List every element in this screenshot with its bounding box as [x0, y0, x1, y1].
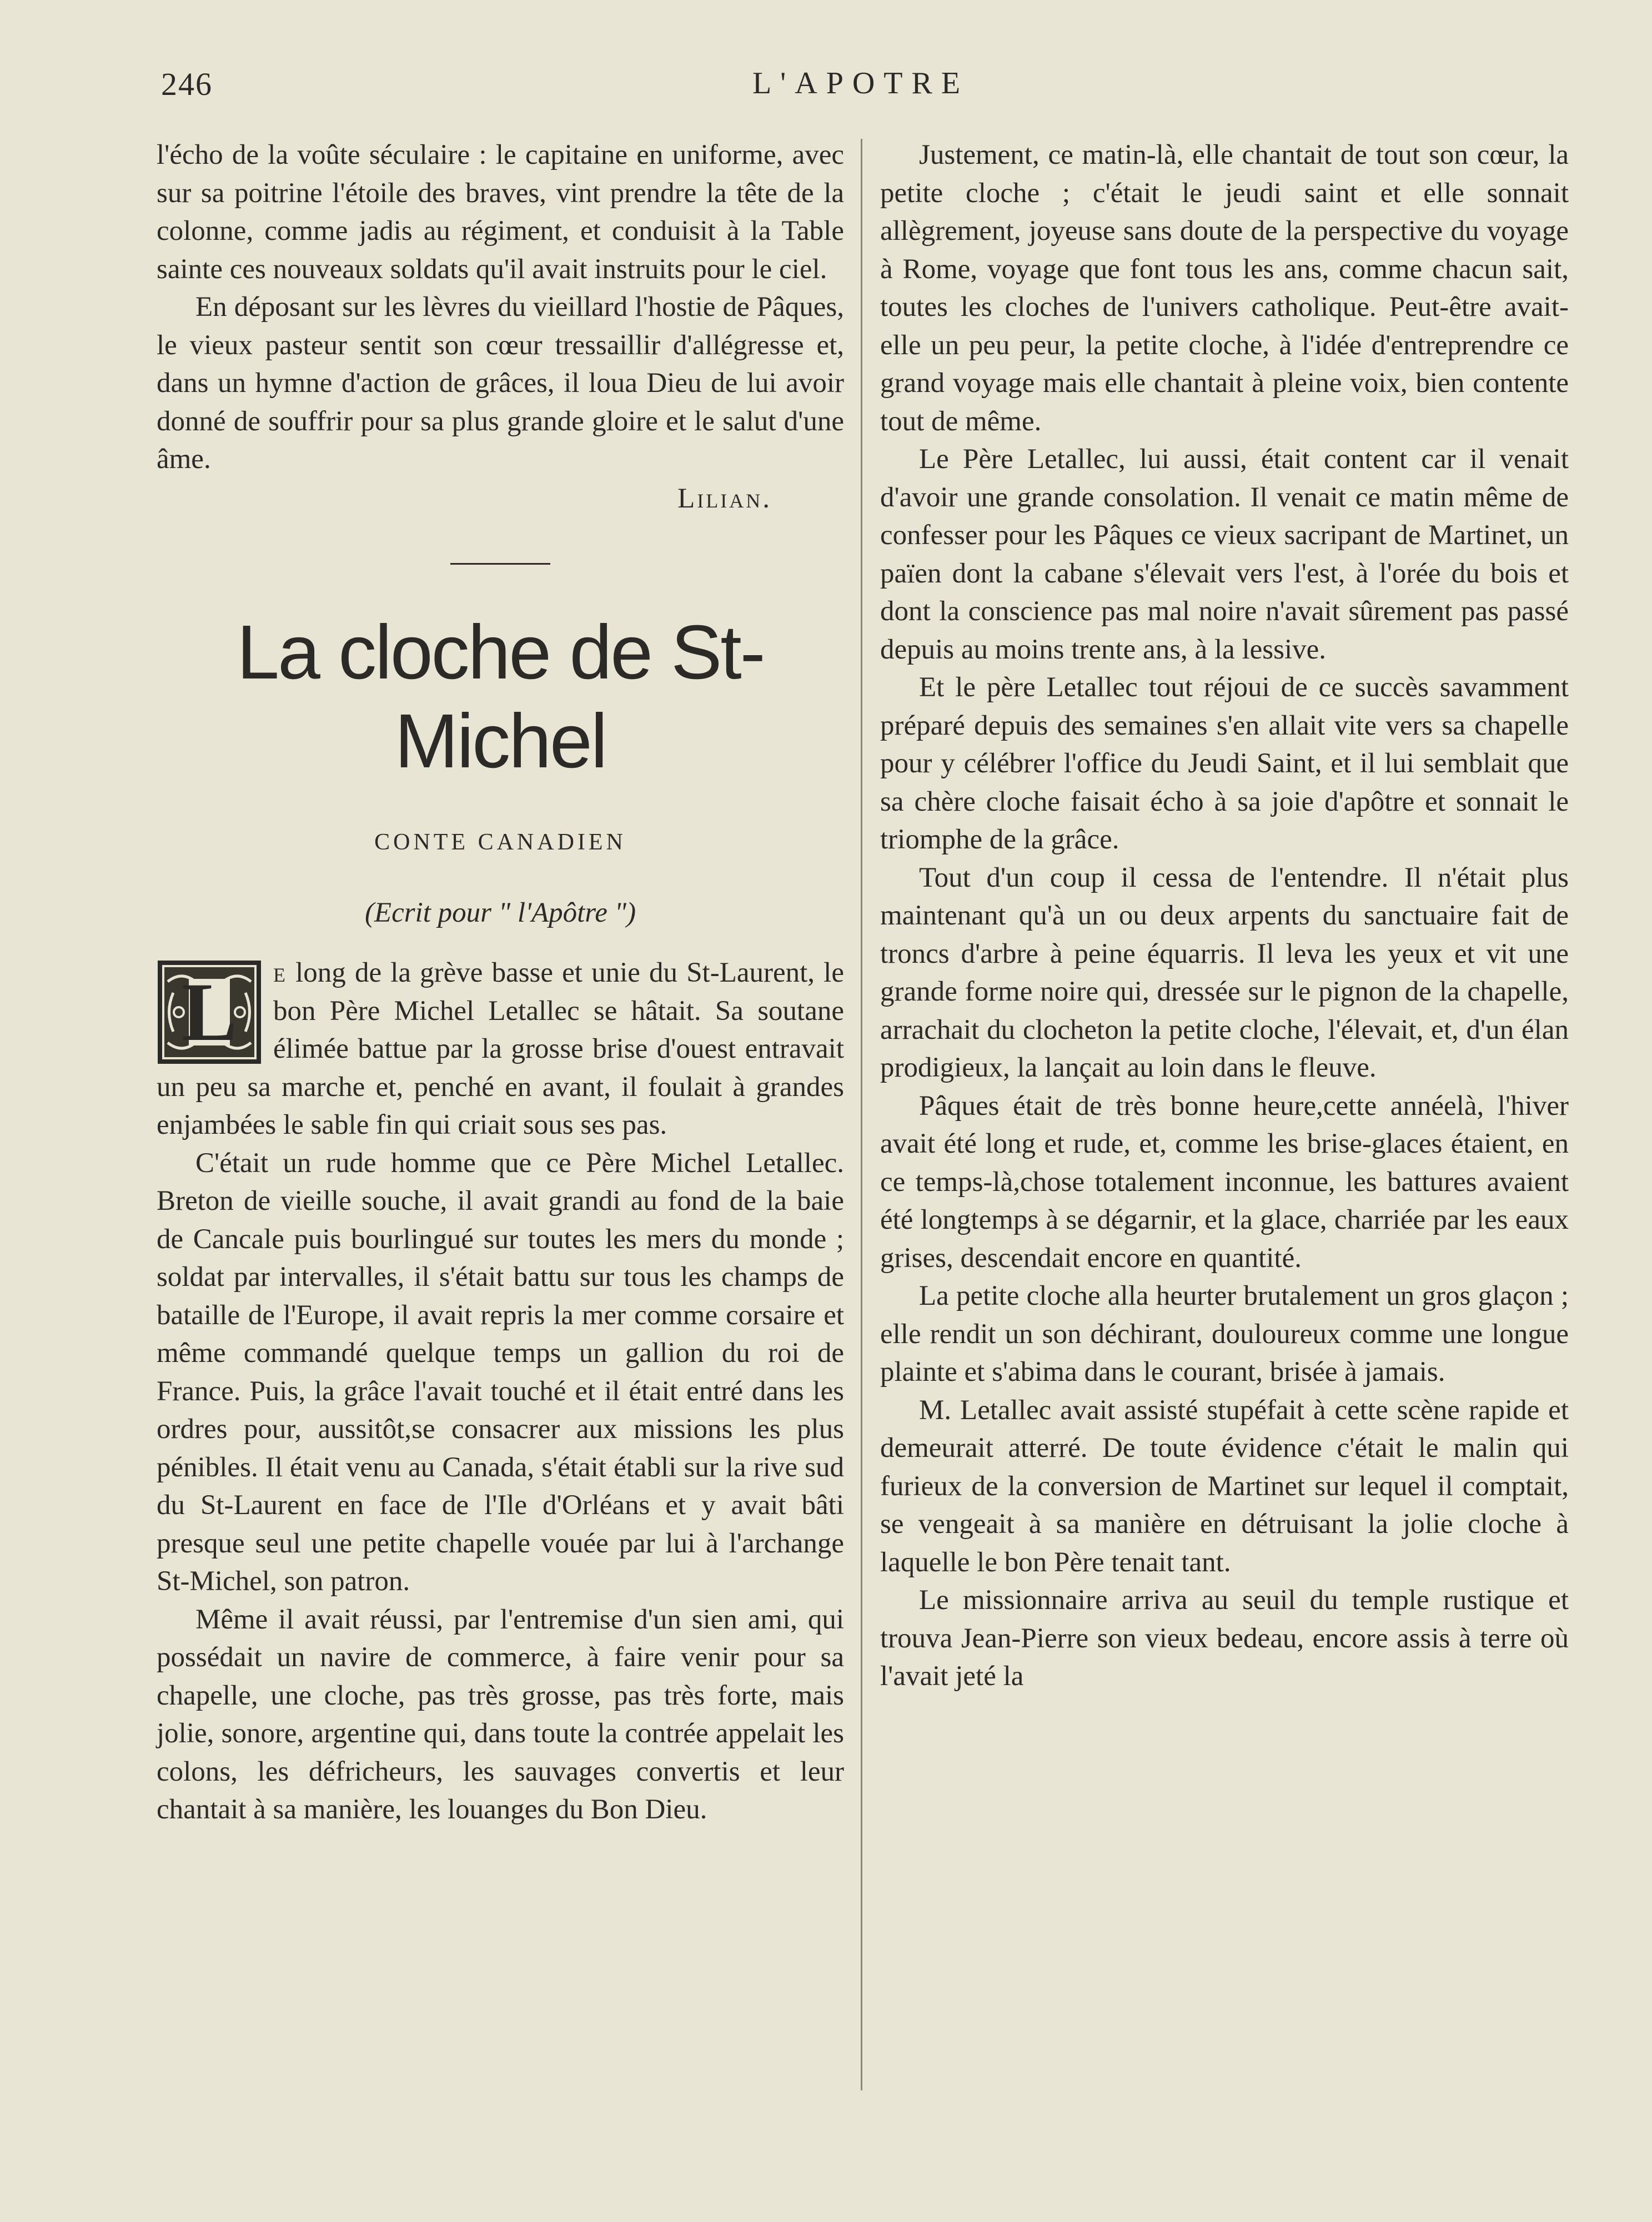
section-divider [450, 563, 550, 565]
continuation-paragraph-2: En déposant sur les lèvres du vieillard l'hostie de Pâques, le vieux pasteur sentit son cœur tressaillir d'allégresse et, dans un hymne d'action de grâces, il loua Dieu de lui avoir donné de souffrir pour sa plus grande gloire et le salut d'une âme. [157, 291, 844, 475]
continuation-paragraph-1: l'écho de la voûte séculaire : le capitaine en uniforme, avec sur sa poitrine l'étoile des braves, vint prendre la tête de la colonne, comme jadis au régiment, et conduisit à la Table sainte ces nouveaux soldats qu'il avait instruits pour le ciel. [157, 139, 844, 285]
story-note: (Ecrit pour " l'Apôtre ") [364, 897, 636, 928]
story-subtitle: CONTE CANADIEN [374, 830, 626, 855]
story-paragraph-2: C'était un rude homme que ce Père Michel Letallec. Breton de vieille souche, il avait grandi au fond de la baie de Cancale puis bourlingué sur toutes les mers du monde ; soldat par intervalles, il s'était battu sur tous les champs de bataille de l'Europe, il avait repris la mer comme corsaire et même commandé quelque temps un gallion du roi de France. Puis, la grâce l'avait touché et il était entré dans les ordres pour, aussitôt,se consacrer aux missions les plus pénibles. Il était venu au Canada, s'était établi sur la rive sud du St-Laurent en face de l'Ile d'Orléans et y avait bâti presque seul une petite chapelle vouée par lui à l'archange St-Michel, son patron. [157, 1147, 844, 1597]
right-paragraph-6: La petite cloche alla heurter brutalement un gros glaçon ; elle rendit un son déchirant, douloureux comme une longue plainte et s'abima dans le courant, brisée à jamais. [880, 1280, 1569, 1388]
right-paragraph-3: Et le père Letallec tout réjoui de ce succès savamment préparé depuis des semaines s'en allait vite vers sa chapelle pour y célébrer l'office du Jeudi Saint, et il lui semblait que sa chère cloche faisait écho à sa joie d'apôtre et sonnait le triomphe de la grâce. [880, 672, 1569, 855]
story-paragraph-1-text: long de la grève basse et unie du St-Laurent, le bon Père Michel Letallec se hâtait. Sa soutane élimée battue par la grosse brise d'ouest entravait un peu sa marche et, penché en avant, il foulait à grandes enjambées le sable fin qui criait sous ses pas. [157, 957, 844, 1140]
right-column [880, 136, 1569, 1696]
author-signature: Lilian. [677, 482, 772, 514]
page-number: 246 [161, 66, 213, 102]
first-word-rest: e [273, 957, 287, 988]
left-column [157, 136, 844, 1829]
story-paragraph-3: Même il avait réussi, par l'entremise d'un sien ami, qui possédait un navire de commerce, à faire venir pour sa chapelle, une cloche, pas très grosse, pas très forte, mais jolie, sonore, argentine qui, dans toute la contrée appelait les colons, les défricheurs, les sauvages convertis et leur chantait à sa manière, les louanges du Bon Dieu. [157, 1603, 844, 1825]
journal-title: L'APOTRE [752, 66, 970, 100]
right-paragraph-1: Justement, ce matin-là, elle chantait de tout son cœur, la petite cloche ; c'était le jeudi saint et elle sonnait allègrement, joyeuse sans doute de la perspective du voyage à Rome, voyage que font tous les ans, comme chacun sait, toutes les cloches de l'univers catholique. Peut-être avait-elle un peu peur, la petite cloche, à l'idée d'entreprendre ce grand voyage mais elle chantait à pleine voix, bien contente tout de même. [880, 139, 1569, 437]
dropcap-letter: L [181, 966, 238, 1058]
right-paragraph-7: M. Letallec avait assisté stupéfait à cette scène rapide et demeurait atterré. De toute évidence c'était le malin qui furieux de la conversion de Martinet sur lequel il comptait, se vengeait à sa manière en détruisant la jolie cloche à laquelle le bon Père tenait tant. [880, 1394, 1569, 1578]
story-title: La cloche de St-Michel [237, 610, 764, 784]
running-head [161, 66, 1560, 115]
right-paragraph-4: Tout d'un coup il cessa de l'entendre. Il n'était plus maintenant qu'à un ou deux arpents du sanctuaire fait de troncs d'arbre à peine équarris. Il leva les yeux et vit une grande forme noire qui, dressée sur le pignon de la chapelle, arrachait du clocheton la petite cloche, l'élevait, et, d'un élan prodigieux, la lançait au loin dans le fleuve. [880, 862, 1569, 1083]
right-paragraph-8: Le missionnaire arriva au seuil du temple rustique et trouva Jean-Pierre son vieux bedeau, encore assis à terre où l'avait jeté la [880, 1585, 1569, 1692]
right-paragraph-5: Pâques était de très bonne heure,cette annéelà, l'hiver avait été long et rude, et, comme les brise-glaces étaient, en ce temps-là,chose totalement inconnue, les battures avaient été longtemps à se dégarnir, et la glace, charriée par les eaux grises, descendait encore en quantité. [880, 1090, 1569, 1274]
column-rule [861, 139, 862, 2090]
right-paragraph-2: Le Père Letallec, lui aussi, était content car il venait d'avoir une grande consolation. Il venait ce matin même de confesser pour les Pâques ce vieux sacripant de Martinet, un païen dont la cabane s'élevait vers l'est, à l'orée du bois et dont la conscience pas mal noire n'avait sûrement pas passé depuis au moins trente ans, à la lessive. [880, 444, 1569, 665]
story-paragraph-1 [157, 954, 844, 1144]
dropcap-ornament [157, 959, 262, 1065]
